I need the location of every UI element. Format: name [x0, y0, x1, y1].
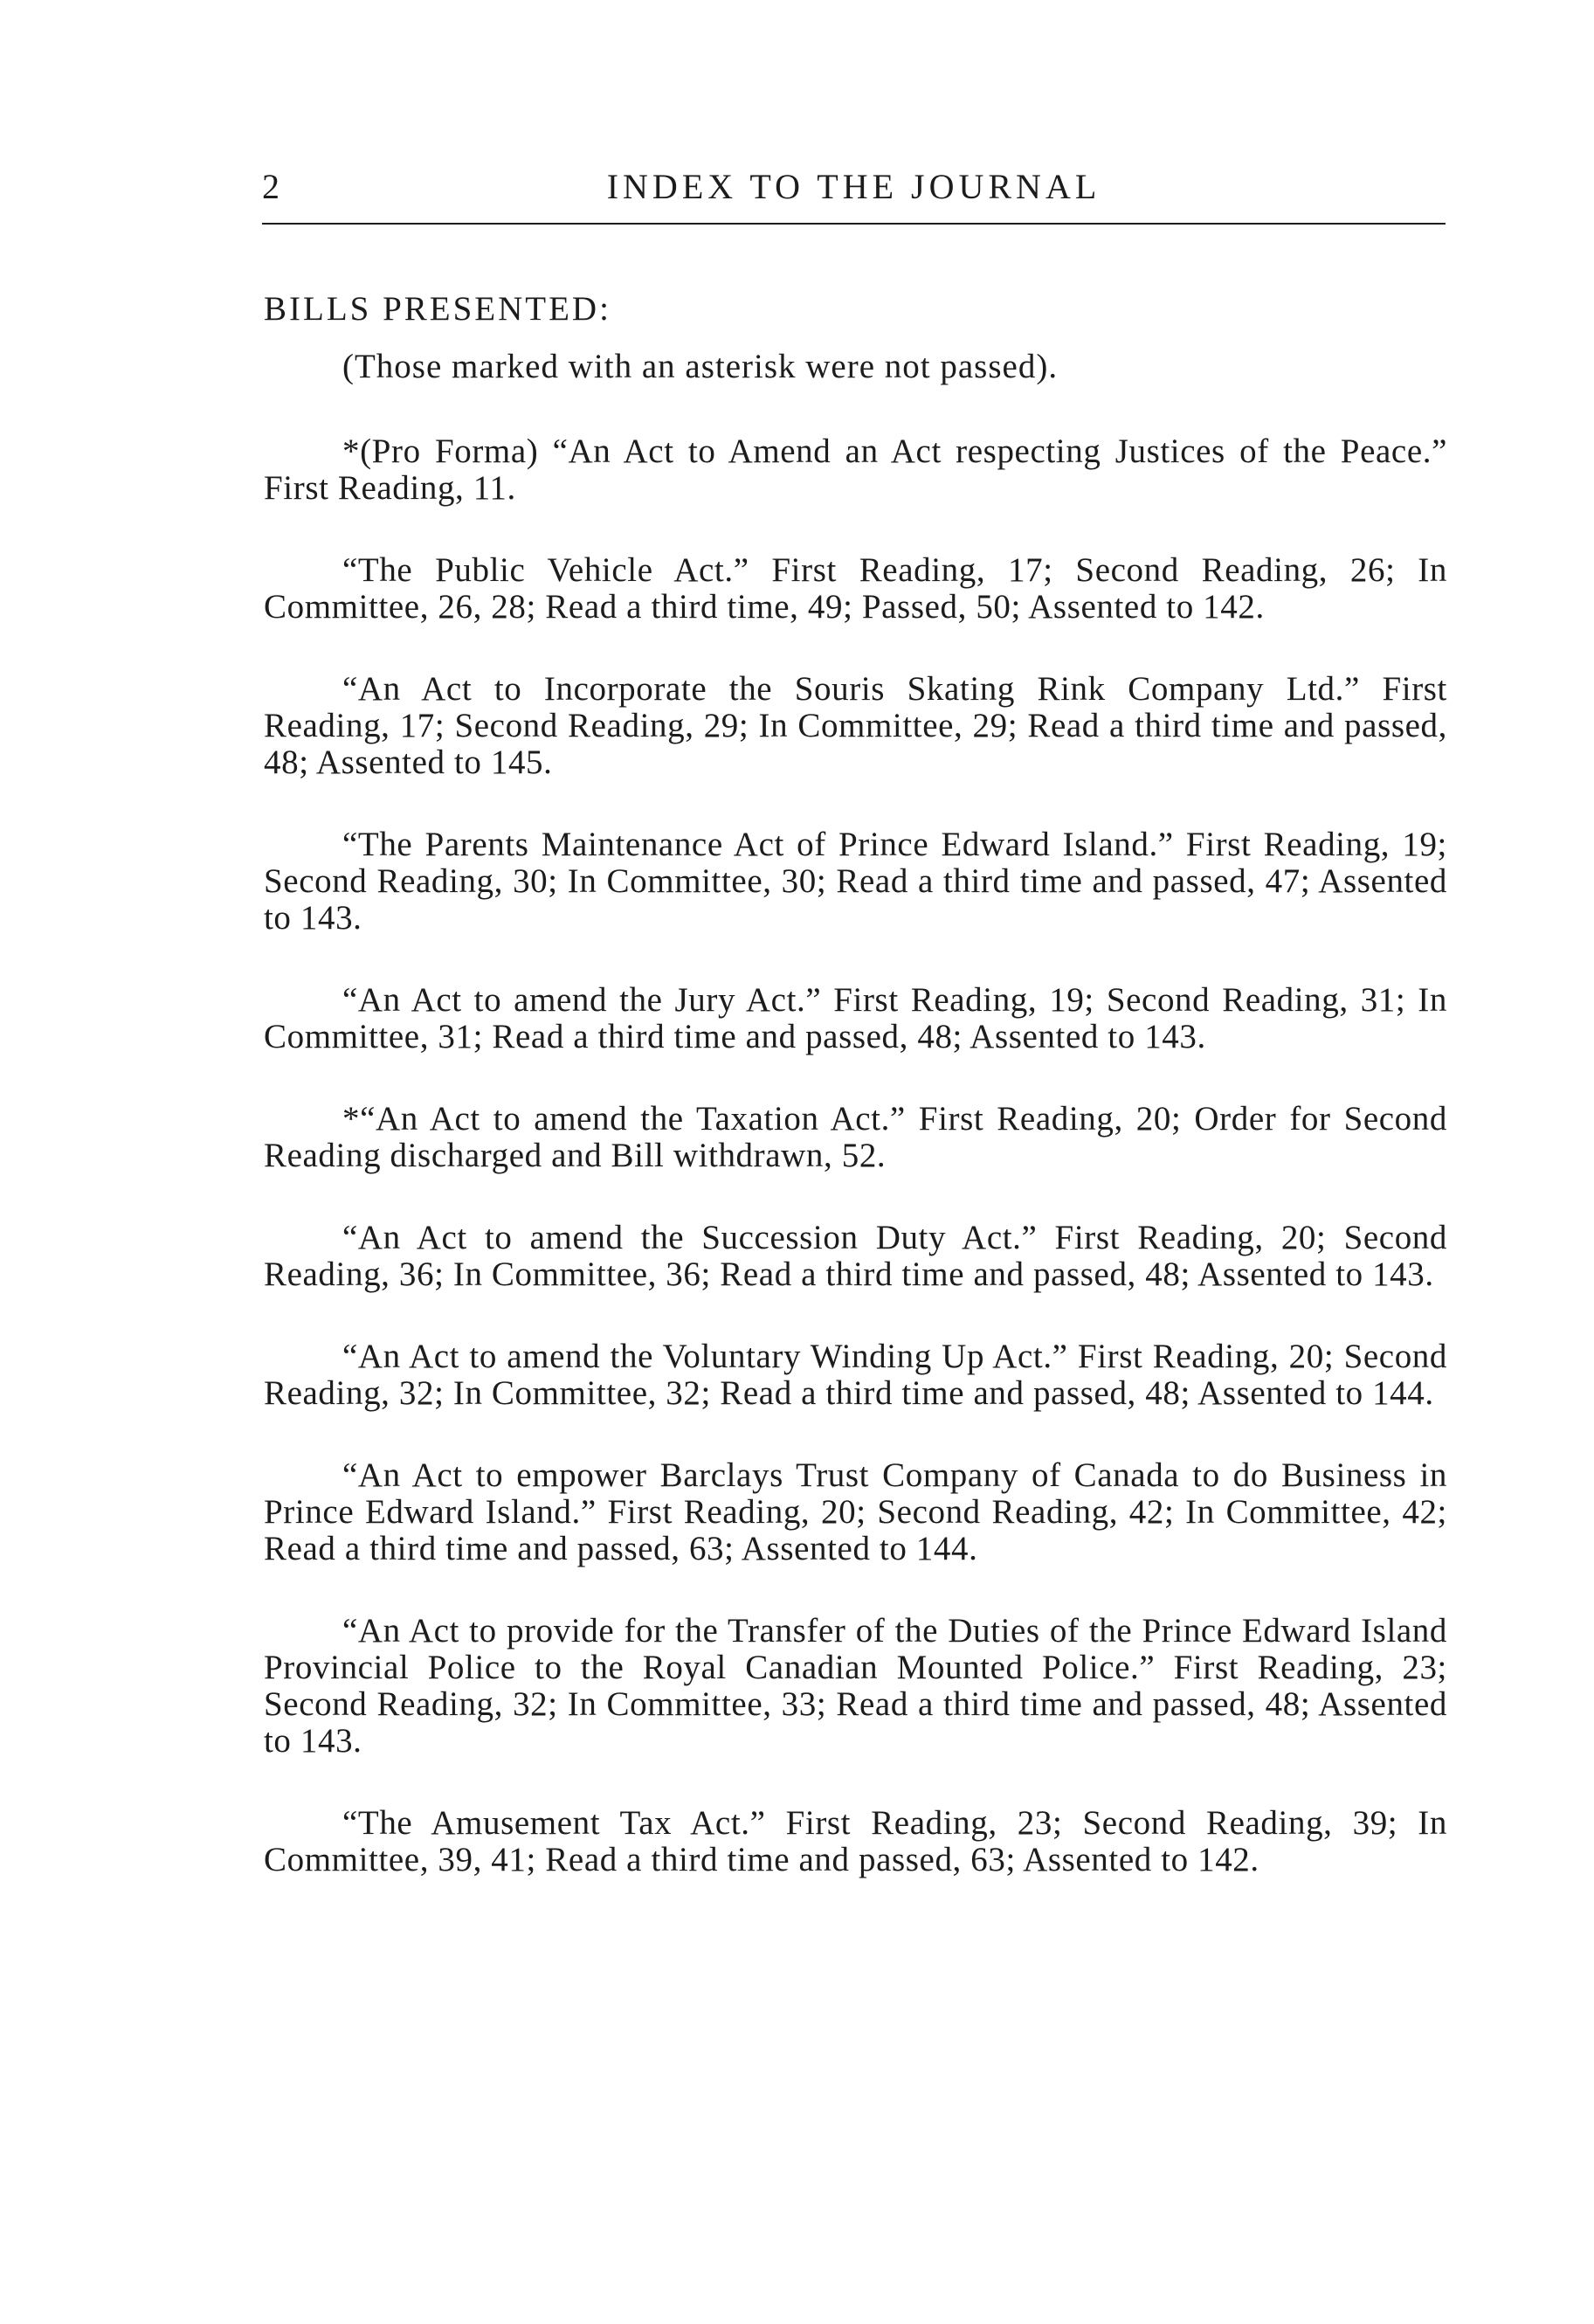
bill-entry: *(Pro Forma) “An Act to Amend an Act respecting Justices of the Peace.” First Reading, 11.: [264, 432, 1447, 507]
bill-entry: “An Act to amend the Voluntary Winding Up Act.” First Reading, 20; Second Reading, 32; In Committee, 32; Read a third time and passed, 48; Assented to 144.: [264, 1338, 1447, 1412]
header-rule: [262, 223, 1446, 225]
bill-entry: “An Act to Incorporate the Souris Skating Rink Company Ltd.” First Reading, 17; Second Reading, 29; In Committee, 29; Read a third time and passed, 48; Assented to 145.: [264, 670, 1447, 781]
running-head: [262, 166, 1446, 211]
bill-entry: “An Act to provide for the Transfer of the Duties of the Prince Edward Island Provincial Police to the Royal Canadian Mounted Police.” First Reading, 23; Second Reading, 32; In Committee, 33; Read a third time and passed, 48; Assented to 143.: [264, 1612, 1447, 1760]
bill-entry: *“An Act to amend the Taxation Act.” First Reading, 20; Order for Second Reading discharged and Bill withdrawn, 52.: [264, 1100, 1447, 1174]
bill-entry: “The Parents Maintenance Act of Prince Edward Island.” First Reading, 19; Second Reading, 30; In Committee, 30; Read a third time and passed, 47; Assented to 143.: [264, 826, 1447, 937]
asterisk-note: (Those marked with an asterisk were not passed).: [342, 348, 1059, 385]
page-content: [264, 288, 1447, 1924]
bill-entry: “An Act to amend the Jury Act.” First Reading, 19; Second Reading, 31; In Committee, 31; Read a third time and passed, 48; Assented to 143.: [264, 981, 1447, 1055]
section-heading: BILLS PRESENTED:: [264, 290, 611, 328]
page-title: INDEX TO THE JOURNAL: [606, 167, 1101, 206]
page-number: 2: [262, 167, 280, 206]
bill-entry: “An Act to empower Barclays Trust Company of Canada to do Business in Prince Edward Island.” First Reading, 20; Second Reading, 42; In Committee, 42; Read a third time and passed, 63; Assented to 144.: [264, 1456, 1447, 1567]
bill-entry: “An Act to amend the Succession Duty Act.” First Reading, 20; Second Reading, 36; In Committee, 36; Read a third time and passed, 48; Assented to 143.: [264, 1219, 1447, 1293]
bill-entry: “The Amusement Tax Act.” First Reading, 23; Second Reading, 39; In Committee, 39, 41; Read a third time and passed, 63; Assented to 142.: [264, 1804, 1447, 1878]
bill-entry: “The Public Vehicle Act.” First Reading, 17; Second Reading, 26; In Committee, 26, 28; Read a third time, 49; Passed, 50; Assented to 142.: [264, 551, 1447, 626]
